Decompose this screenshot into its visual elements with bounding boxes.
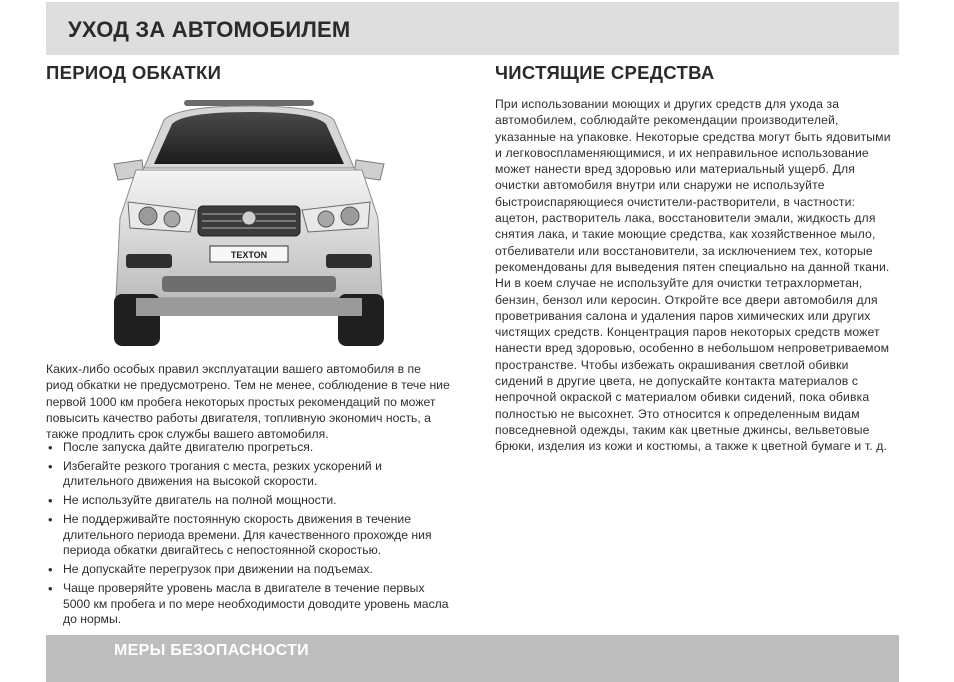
right-column [495,62,901,454]
break-in-bullet-list [46,440,450,631]
cleaning-paragraph: При использовании моющих и других средств для ухода за автомобилем, соблюдайте рекомендации производителей, указанные на упаковке. Некоторые средства могут быть ядовитыми и легковоспламеняющимися, и их неправильное использование может нанести вред здоровью или материальный ущерб. Для очистки автомобиля внутри или снаружи не используйте быстроиспаряющиеся очистители-растворители, в частности: ацетон, растворитель лака, восстановители эмали, жидкость для снятия лака, и такие моющие средства, как хозяйственное мыло, отбеливатели или восстановители, за исключением тех, которые рекомендованы для выведения пятен специально на данной ткани. Ни в коем случае не используйте для очистки тетрахлорметан, бензин, бензол или керосин. Откройте все двери автомобиля для проветривания салона и удаления паров химических или других чистящих средств. Концентрация паров некоторых средств может нанести вред здоровью, особенно в небольшом непроветриваемом пространстве. Чтобы избежать окрашивания светлой обивки сидений в другие цвета, не допускайте контакта материалов с непрочной окраской с материалом обивки сидений, пока обивка полностью не высохнет. Это относится к определенным видам повседневной одежды, таким как цветные джинсы, вельветовые брюки, изделия из кожи и костюмы, а также к цветной бумаге и т. д. [495,97,891,454]
list-item: • Не допускайте перегрузок при движении на подъемах. [48,562,373,578]
footer-bar [46,635,899,682]
footer-section-label: МЕРЫ БЕЗОПАСНОСТИ [114,642,309,659]
page-title: УХОД ЗА АВТОМОБИЛЕМ [68,17,351,42]
list-item: • Не используйте двигатель на полной мощности. [48,493,337,509]
left-column [46,62,450,627]
header-bar [46,2,899,55]
section-heading-cleaning: ЧИСТЯЩИЕ СРЕДСТВА [495,62,715,83]
list-item: • Не поддерживайте постоянную скорость движения в течение длительного периода времени. Для качественного прохожде ния периода обкатки двигайтесь с непостоянной скоростью. [48,512,432,558]
break-in-paragraph: Каких-либо особых правил эксплуатации вашего автомобиля в пе риод обкатки не предусмотрено. Тем не менее, соблюдение в тече ние первой 1000 км пробега некоторых простых рекомендаций по может повысить качество работы двигателя, топливную экономич ность, а также продлить срок службы вашего автомобиля. [46,362,450,442]
section-heading-break-in: ПЕРИОД ОБКАТКИ [46,62,222,83]
badge-text: TEXTON [230,250,268,260]
list-item: • После запуска дайте двигателю прогреться. [48,440,314,455]
car-illustration [106,98,392,352]
list-item: • Избегайте резкого трогания с места, резких ускорений и длительного движения на высокой скорости. [48,458,382,489]
list-item: • Чаще проверяйте уровень масла в двигателе в течение первых 5000 км пробега и по мере необходимости доводите уровень масла до нормы. [48,581,449,627]
